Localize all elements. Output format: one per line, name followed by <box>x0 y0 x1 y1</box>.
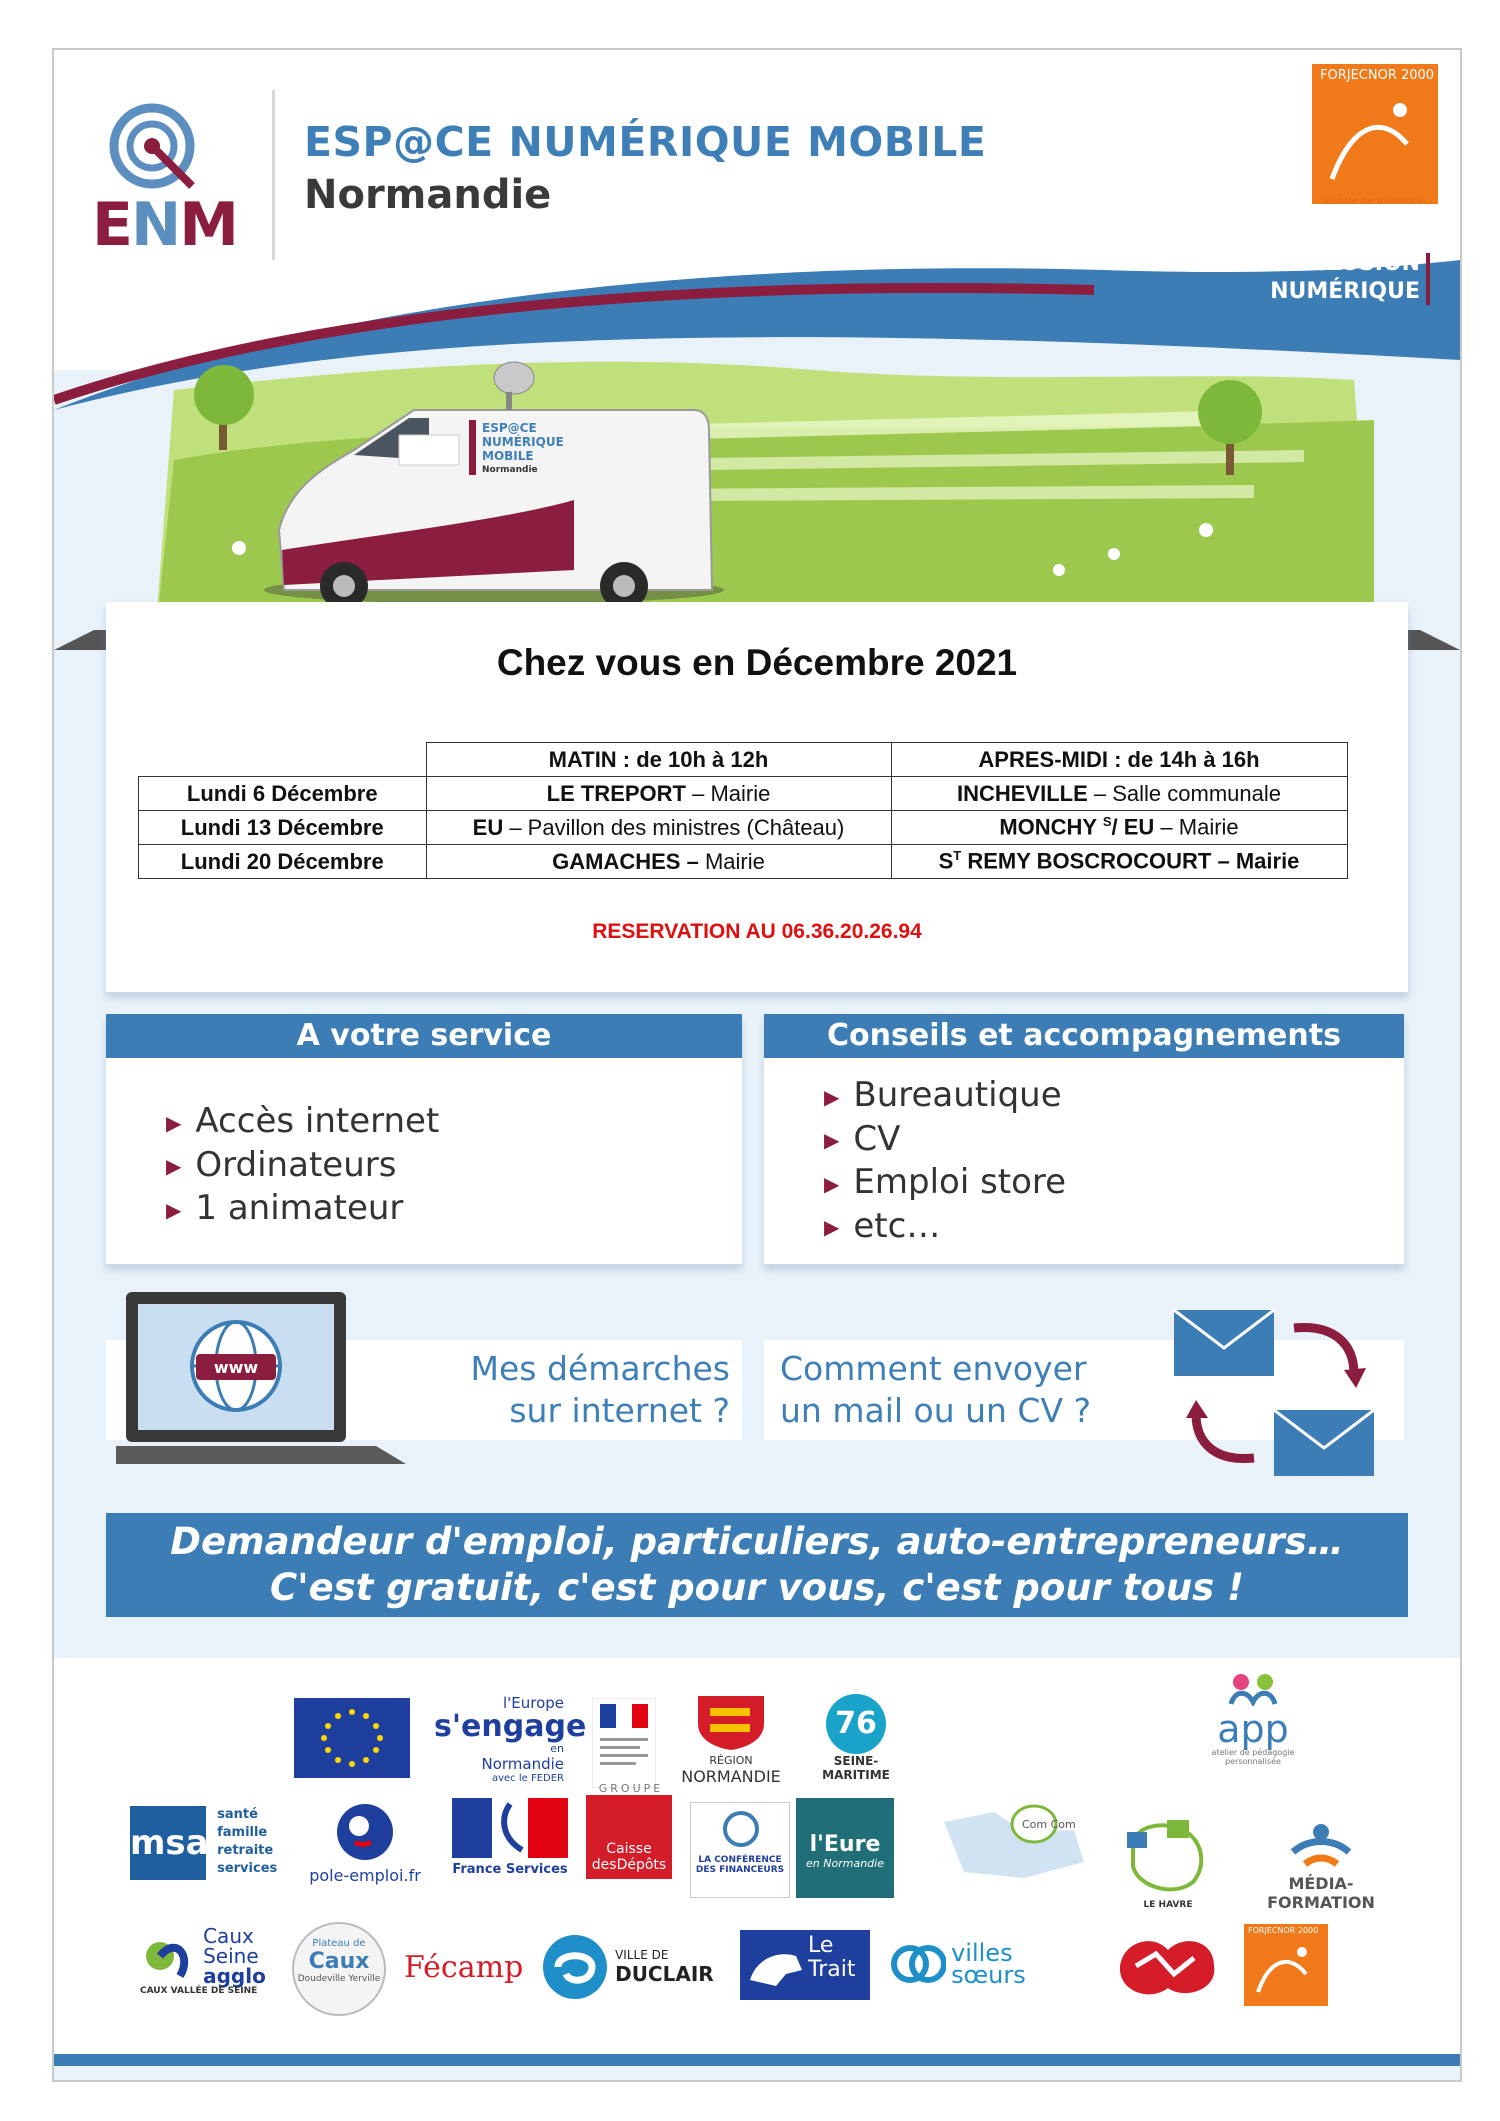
caux-line1: Caux <box>203 1924 254 1948</box>
mail-line1: Comment envoyer <box>780 1349 1087 1388</box>
forjecnor-logo <box>1312 64 1438 204</box>
pole-emploi-name: pole-emploi.fr <box>309 1866 421 1885</box>
list-item-label: Ordinateurs <box>195 1144 397 1185</box>
table-row <box>139 845 1348 879</box>
region-line2: NORMANDIE <box>681 1767 781 1786</box>
list-item <box>824 1118 1066 1162</box>
media-formation-logo <box>1246 1818 1396 1912</box>
list-item-label: Emploi store <box>853 1162 1067 1202</box>
laptop-www-icon <box>116 1288 436 1474</box>
le-trait-line2: Trait <box>808 1957 856 1982</box>
flyer <box>52 48 1462 2082</box>
demarches-line1: Mes démarches <box>470 1349 730 1388</box>
page-title: ESP@CE NUMÉRIQUE MOBILE <box>304 118 987 166</box>
conseils-list <box>824 1074 1066 1248</box>
reservation-phone: RESERVATION AU 06.36.20.26.94 <box>592 920 922 943</box>
column-header-afternoon: APRES-MIDI : de 14h à 16h <box>891 743 1347 777</box>
header <box>54 50 1460 370</box>
seine-maritime-logo <box>806 1694 906 1782</box>
triangle-bullet-icon: ▶ <box>166 1197 182 1222</box>
page-subtitle: Normandie <box>304 172 552 218</box>
duclair-line2: DUCLAIR <box>615 1962 714 1986</box>
triangle-bullet-icon: ▶ <box>166 1154 182 1178</box>
france-services-logo <box>450 1798 570 1877</box>
europe-line3: en <box>550 1742 564 1755</box>
table-corner <box>139 743 427 777</box>
enm-letter-n: N <box>131 190 180 260</box>
forjecnor-small-logo <box>1244 1924 1328 2006</box>
pole-emploi-icon <box>335 1802 395 1862</box>
conference-figures-icon <box>721 1809 761 1849</box>
demarches-line2: sur internet ? <box>509 1391 730 1430</box>
afternoon-place: INCHEVILLE <box>956 780 1088 806</box>
list-item-label: etc… <box>853 1205 941 1246</box>
tagline <box>1187 250 1420 306</box>
region-normandie-logo <box>676 1694 786 1786</box>
envelopes-icon <box>1164 1304 1404 1480</box>
forjecnor-name: FORJECNOR 2000 <box>1320 68 1435 83</box>
le-trait-line1: Le <box>808 1933 834 1958</box>
triangle-bullet-icon: ▶ <box>824 1128 840 1152</box>
list-item-label: Bureautique <box>853 1075 1062 1115</box>
jumper-icon <box>1312 64 1438 204</box>
list-item-label: 1 animateur <box>195 1188 404 1228</box>
comcom-map-icon <box>934 1802 1094 1882</box>
caisse-line2: desDépôts <box>591 1857 667 1873</box>
app-subtitle: atelier de pédagogie personnalisée <box>1211 1748 1295 1766</box>
afternoon-cell <box>891 845 1347 879</box>
afternoon-superscript: S <box>1102 814 1112 830</box>
morning-detail: Mairie <box>698 848 765 874</box>
afternoon-cell <box>891 811 1347 845</box>
caux-seine-agglo-logo <box>140 1926 270 1996</box>
afternoon-cell <box>891 777 1347 811</box>
eure-line2: en Normandie <box>806 1857 884 1870</box>
list-item-label: CV <box>853 1118 901 1159</box>
mail-line2: un mail ou un CV ? <box>780 1391 1092 1430</box>
prefecture-logo-icon <box>592 1698 656 1788</box>
msa-line: services <box>217 1861 278 1876</box>
row-day: Lundi 20 Décembre <box>139 845 427 879</box>
conference-name: LA CONFÉRENCE DES FINANCEURS <box>695 1855 785 1875</box>
services-panel <box>106 1014 742 1264</box>
le-trait-logo <box>740 1930 870 2000</box>
villes-line2: sœurs <box>951 1961 1026 1989</box>
header-divider <box>272 90 275 260</box>
afternoon-detail: – Salle communale <box>1087 780 1281 806</box>
region-line1: RÉGION <box>709 1754 753 1767</box>
comcom-logo <box>934 1802 1094 1886</box>
msa-line: santé <box>217 1807 258 1822</box>
fecamp-logo: Fécamp <box>404 1950 524 1985</box>
afternoon-place: MONCHY <box>999 814 1103 840</box>
comcom-name: Com Com <box>1022 1818 1076 1831</box>
afternoon-place-2: REMY BOSCROCOURT – Mairie <box>961 848 1300 874</box>
list-item-label: Accès internet <box>195 1101 440 1141</box>
table-row <box>139 777 1348 811</box>
table-row <box>139 811 1348 845</box>
schedule-title: Chez vous en Décembre 2021 <box>496 642 1018 683</box>
europe-line2: s'engage <box>434 1709 587 1744</box>
plateau-caux-logo <box>292 1922 386 2016</box>
europe-line4: Normandie <box>481 1755 564 1773</box>
morning-cell <box>426 845 891 879</box>
duclair-icon <box>540 1932 610 2002</box>
plateau-line3: Doudeville Yerville <box>297 1974 381 1984</box>
caux-seine-text <box>203 1926 266 1986</box>
van-text-1: ESP@CE <box>482 421 537 435</box>
mail-text <box>780 1348 1091 1432</box>
enm-letter-m: M <box>179 190 237 260</box>
slypa-logo-icon <box>1114 1930 1220 2004</box>
morning-place: LE TREPORT <box>546 780 686 806</box>
tagline-accent <box>1426 253 1430 305</box>
partner-logos <box>54 1658 1460 2066</box>
afternoon-detail: – Mairie <box>1154 814 1239 840</box>
duclair-line1: VILLE DE <box>615 1948 669 1962</box>
seine-number: 76 <box>826 1694 886 1754</box>
caux-line3: agglo <box>203 1964 266 1988</box>
list-item <box>824 1205 1066 1249</box>
slogan-line2: C'est gratuit, c'est pour vous, c'est pour tous ! <box>270 1566 1244 1609</box>
forjecnor-small-name: FORJECNOR 2000 <box>1248 1926 1319 1935</box>
morning-place: GAMACHES – <box>552 848 699 874</box>
msa-logo <box>130 1806 277 1880</box>
le-havre-name: LE HAVRE <box>1143 1900 1193 1910</box>
app-name: app <box>1217 1707 1289 1751</box>
conseils-panel <box>764 1014 1404 1264</box>
triangle-bullet-icon: ▶ <box>824 1215 840 1239</box>
caisse-groupe: GROUPE <box>598 1782 664 1795</box>
eu-flag-icon <box>294 1698 410 1778</box>
caux-seine-icon <box>140 1926 198 1986</box>
www-badge: www <box>213 1358 259 1377</box>
tagline-line1: POUR L'INCLUSION <box>1186 251 1420 276</box>
caisse-block <box>586 1795 672 1879</box>
table-header-row <box>139 743 1348 777</box>
europe-engage-logo <box>434 1694 587 1784</box>
villes-line1: villes <box>951 1939 1013 1967</box>
msa-lines <box>217 1806 277 1878</box>
media-formation-name: MÉDIA-FORMATION <box>1267 1874 1375 1912</box>
forjecnor-subtitle: Centre de formation <box>1324 196 1426 207</box>
app-logo <box>1198 1672 1308 1766</box>
france-services-name: France Services <box>452 1862 568 1877</box>
duclair-text <box>615 1948 714 1986</box>
list-item <box>824 1074 1066 1118</box>
media-formation-icon <box>1281 1818 1361 1870</box>
list-item <box>166 1144 439 1188</box>
msa-line: retraite <box>217 1843 274 1858</box>
column-header-morning: MATIN : de 10h à 12h <box>426 743 891 777</box>
duclair-logo <box>540 1932 740 2002</box>
eure-line1: l'Eure <box>809 1832 881 1857</box>
list-item <box>166 1187 439 1231</box>
lion-icon <box>746 1940 806 1990</box>
row-day: Lundi 13 Décembre <box>139 811 427 845</box>
caux-subtitle: CAUX VALLÉE DE SEINE <box>140 1986 258 1996</box>
conference-financeurs-logo <box>690 1802 790 1898</box>
villes-soeurs-text <box>951 1939 1026 1989</box>
morning-detail: – Pavillon des ministres (Château) <box>503 814 845 840</box>
slogan-banner <box>106 1513 1408 1617</box>
region-shield-icon <box>694 1694 768 1750</box>
plateau-line1: Plateau de <box>312 1938 366 1949</box>
caux-line2: Seine <box>203 1944 259 1968</box>
seine-name: SEINE-MARITIME <box>822 1754 890 1782</box>
caisse-line1: Caisse <box>606 1841 652 1857</box>
services-list <box>166 1100 439 1231</box>
van-text-4: Normandie <box>482 465 538 475</box>
triangle-bullet-icon: ▶ <box>166 1110 182 1135</box>
villes-soeurs-logo <box>890 1936 1050 1992</box>
list-item <box>824 1161 1066 1205</box>
afternoon-superscript: T <box>953 848 962 864</box>
enm-logo-text <box>92 190 237 260</box>
jumper-small-icon <box>1244 1924 1328 2006</box>
morning-cell <box>426 777 891 811</box>
europe-line1: l'Europe <box>502 1694 564 1712</box>
slogan-line1: Demandeur d'emploi, particuliers, auto-entrepreneurs… <box>170 1520 1344 1563</box>
conseils-title: Conseils et accompagnements <box>764 1014 1404 1058</box>
services-title: A votre service <box>106 1014 742 1058</box>
afternoon-place: S <box>938 848 954 874</box>
caisse-depots-logo <box>586 1782 676 1879</box>
demarches-text <box>471 1348 730 1432</box>
le-havre-icon <box>1123 1816 1213 1896</box>
villes-soeurs-icon <box>890 1936 946 1992</box>
triangle-bullet-icon: ▶ <box>824 1171 840 1196</box>
afternoon-place-2: / EU <box>1111 814 1155 840</box>
row-day: Lundi 6 Décembre <box>139 777 427 811</box>
footer-bar <box>54 2054 1460 2066</box>
plateau-line2: Caux <box>308 1949 370 1974</box>
enm-letter-e: E <box>92 190 131 260</box>
tagline-line2: NUMÉRIQUE <box>1270 279 1420 304</box>
msa-letters: msa <box>130 1806 206 1880</box>
marianne-icon <box>452 1798 568 1858</box>
le-havre-logo <box>1120 1816 1216 1910</box>
schedule-panel <box>106 602 1408 992</box>
triangle-bullet-icon: ▶ <box>824 1084 840 1109</box>
msa-line: famille <box>217 1825 268 1840</box>
morning-cell <box>426 811 891 845</box>
app-figures-icon <box>1225 1672 1281 1706</box>
pole-emploi-logo <box>300 1802 430 1885</box>
list-item <box>166 1100 439 1144</box>
van-text-3: MOBILE <box>482 449 534 463</box>
van-text-2: NUMÉRIQUE <box>482 435 564 449</box>
eure-logo <box>796 1798 894 1898</box>
morning-detail: – Mairie <box>685 780 771 806</box>
morning-place: EU <box>472 814 504 840</box>
schedule-table <box>138 742 1348 879</box>
europe-line5: avec le FEDER <box>491 1773 564 1784</box>
